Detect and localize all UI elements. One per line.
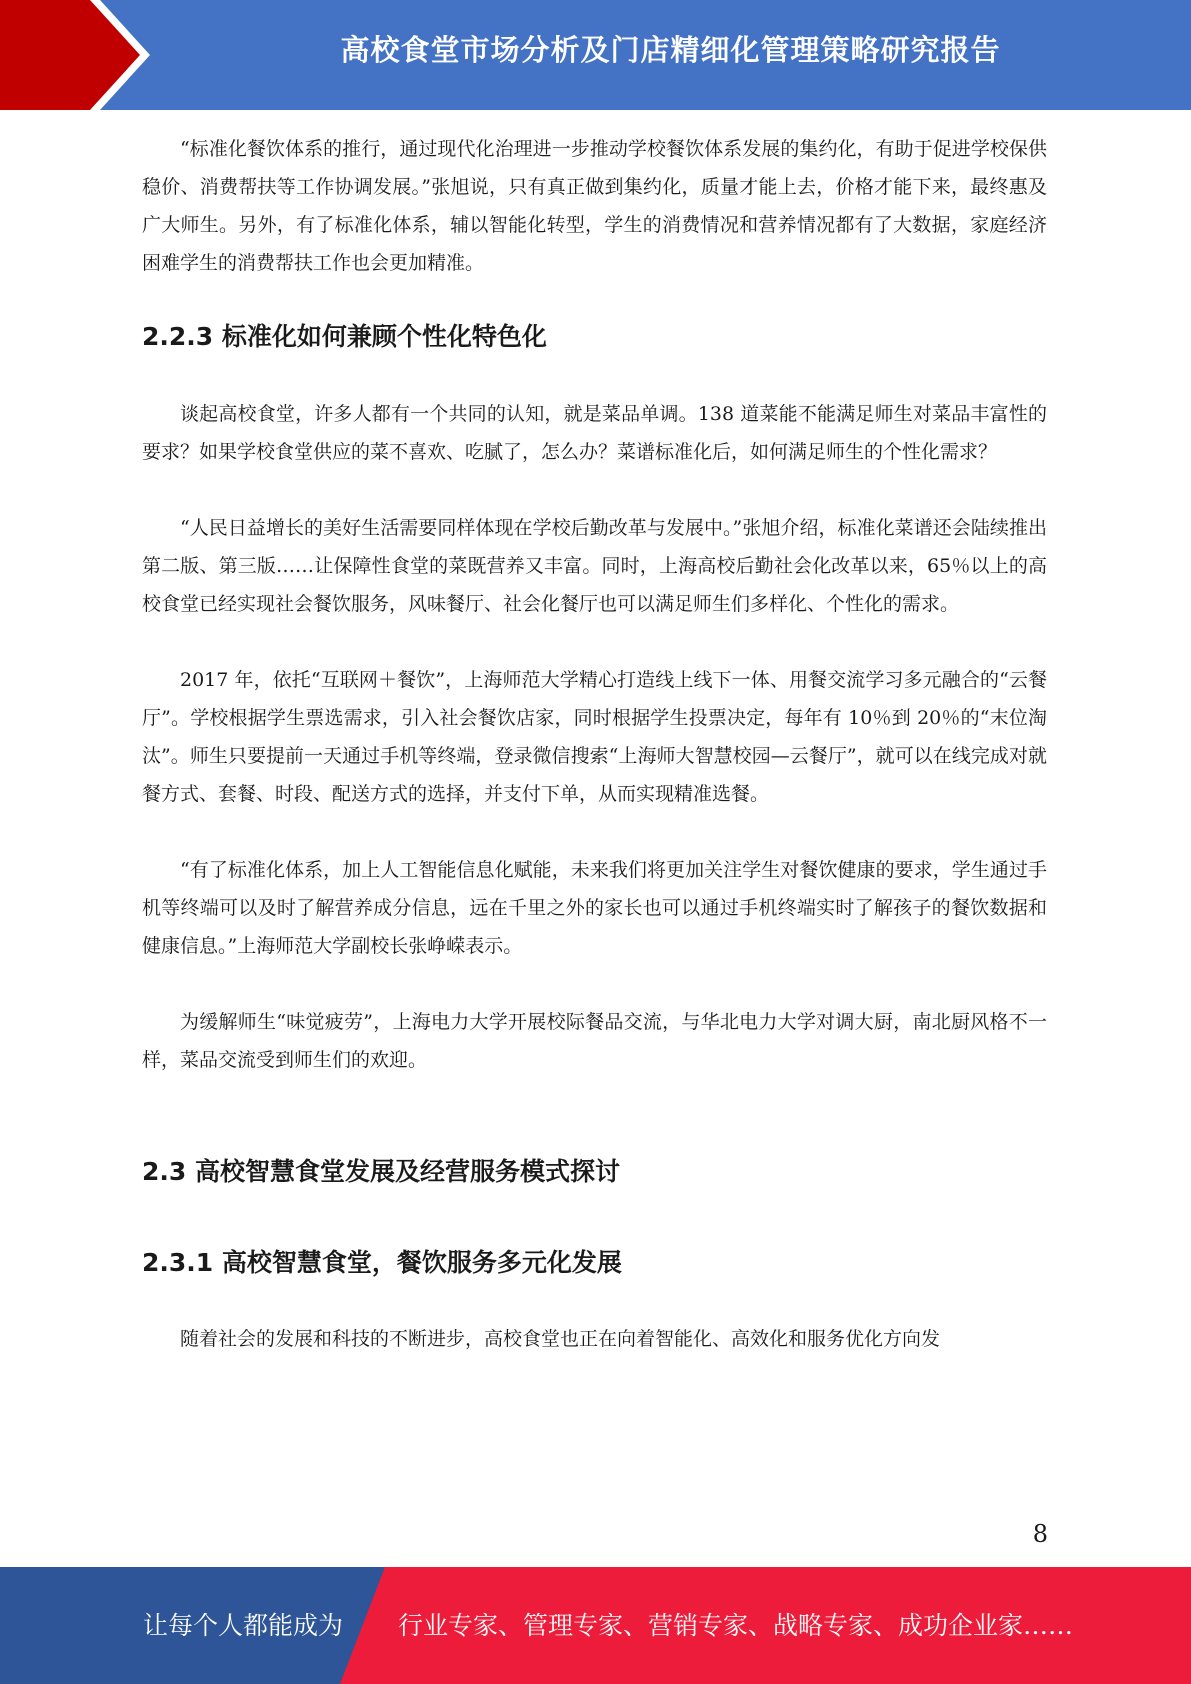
paragraph: “人民日益增长的美好生活需要同样体现在学校后勤改革与发展中。”张旭介绍，标准化菜谱还会陆续推出第二版、第三版……让保障性食堂的菜既营养又丰富。同时，上海高校后勤社会化改革以来，65％以上的高校食堂已经实现社会餐饮服务，风味餐厅、社会化餐厅也可以满足师生们多样化、个性化的需求。 [142,517,1047,615]
paragraph: 为缓解师生“味觉疲劳”，上海电力大学开展校际餐品交流，与华北电力大学对调大厨，南北厨风格不一样，菜品交流受到师生们的欢迎。 [142,1011,1047,1071]
paragraph: 谈起高校食堂，许多人都有一个共同的认知，就是菜品单调。138 道菜能不能满足师生对菜品丰富性的要求？如果学校食堂供应的菜不喜欢、吃腻了，怎么办？菜谱标准化后，如何满足师生的个性化需求？ [142,403,1047,463]
footer-slogan-right: 行业专家、管理专家、营销专家、战略专家、成功企业家…… [398,1611,1074,1640]
header-chevron-arrow [0,0,140,110]
section-heading-2-3-1: 2.3.1 高校智慧食堂，餐饮服务多元化发展 [142,1248,622,1277]
paragraph: 2017 年，依托“互联网＋餐饮”，上海师范大学精心打造线上线下一体、用餐交流学习多元融合的“云餐厅”。学校根据学生票选需求，引入社会餐饮店家，同时根据学生投票决定，每年有 10％到 20％的“末位淘汰”。师生只要提前一天通过手机等终端，登录微信搜索“上海师大智慧校园—云餐厅”，就可以在线完成对就餐方式、套餐、时段、配送方式的选择，并支付下单，从而实现精准选餐。 [142,669,1047,805]
paragraph: “有了标准化体系，加上人工智能信息化赋能，未来我们将更加关注学生对餐饮健康的要求，学生通过手机等终端可以及时了解营养成分信息，远在千里之外的家长也可以通过手机终端实时了解孩子的餐饮数据和健康信息。”上海师范大学副校长张峥嵘表示。 [142,859,1047,957]
document-body [142,130,1047,1358]
page-header [0,0,1191,110]
page-footer [0,1567,1191,1684]
footer-slogan-left: 让每个人都能成为 [143,1611,344,1640]
paragraph: “标准化餐饮体系的推行，通过现代化治理进一步推动学校餐饮体系发展的集约化，有助于促进学校保供稳价、消费帮扶等工作协调发展。”张旭说，只有真正做到集约化，质量才能上去，价格才能下来，最终惠及广大师生。另外，有了标准化体系，辅以智能化转型，学生的消费情况和营养情况都有了大数据，家庭经济困难学生的消费帮扶工作也会更加精准。 [142,138,1047,274]
paragraph: 随着社会的发展和科技的不断进步，高校食堂也正在向着智能化、高效化和服务优化方向发 [180,1328,941,1350]
report-title: 高校食堂市场分析及门店精细化管理策略研究报告 [340,33,1001,67]
section-heading-2-2-3: 2.2.3 标准化如何兼顾个性化特色化 [142,322,547,351]
page-number: 8 [1032,1520,1048,1548]
section-heading-2-3: 2.3 高校智慧食堂发展及经营服务模式探讨 [142,1157,620,1186]
